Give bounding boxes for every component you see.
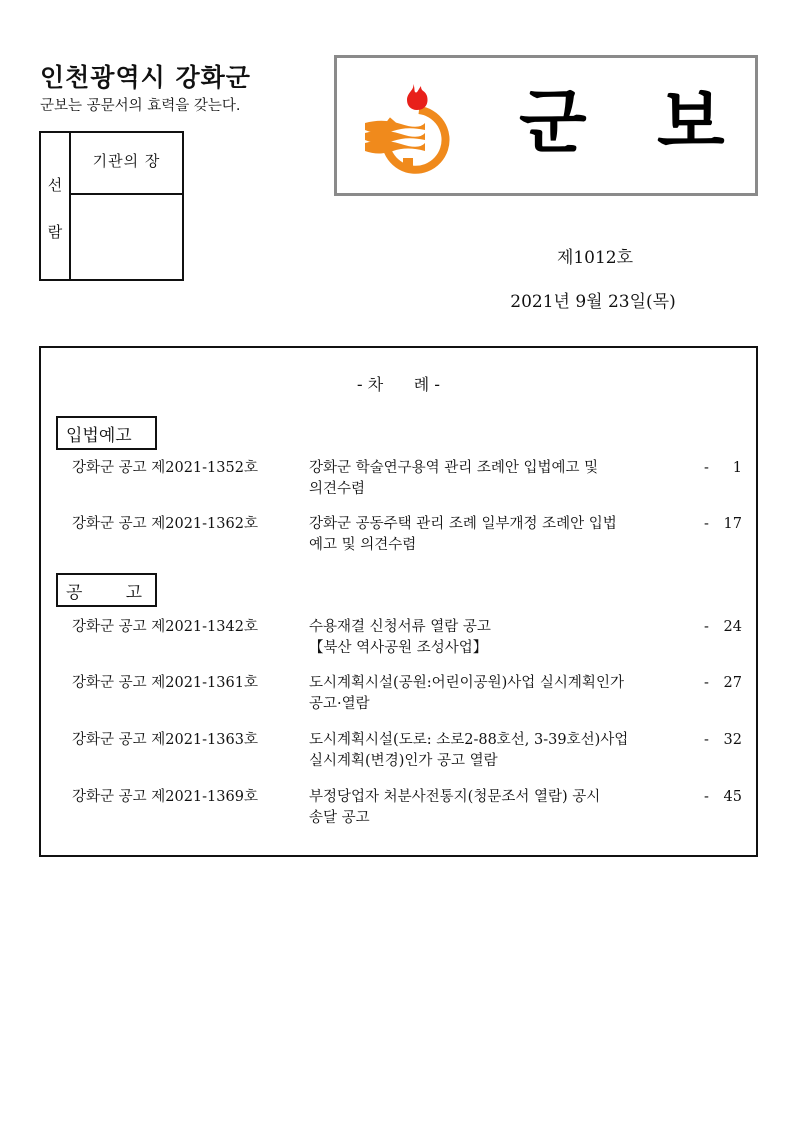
masthead-title-char-2: 보: [657, 81, 725, 163]
circulation-right-column: [71, 133, 182, 279]
toc-entry-notice-number: 강화군 공고 제2021-1342호: [72, 619, 258, 635]
issue-number: 제1012호: [556, 248, 634, 268]
toc-entry-page: 45: [723, 789, 742, 805]
circulation-head-label: 기관의 장: [71, 133, 182, 195]
toc-entry-title-line: 부정당업자 처분사전통지(청문조서 열람) 공시: [309, 789, 601, 805]
issue-date: 2021년 9월 23일(목): [510, 292, 676, 312]
toc-entry-page: 17: [723, 516, 742, 532]
toc-entry-title-line: 공고·열람: [309, 696, 370, 712]
toc-entry-title: [309, 730, 701, 772]
section-label-legislative-notice: 입법예고: [56, 416, 157, 450]
toc-entry-page: 27: [723, 675, 742, 691]
toc-entry-page: 32: [723, 732, 742, 748]
toc-entry-title-line: 수용재결 신청서류 열람 공고: [309, 619, 491, 635]
circulation-side-label-bottom: 람: [47, 223, 63, 241]
toc-entry-notice-number: 강화군 공고 제2021-1361호: [72, 675, 258, 691]
toc-entry-leader: -: [704, 619, 709, 635]
toc-entry-page: 1: [732, 460, 742, 476]
section-label-public-notice: 공 고: [56, 573, 157, 607]
toc-entry-leader: -: [704, 732, 709, 748]
table-of-contents: [39, 346, 758, 857]
toc-entry-title-line: 실시계획(변경)인가 공고 열람: [309, 753, 498, 769]
toc-entry-leader: -: [704, 789, 709, 805]
circulation-box: [39, 131, 184, 281]
toc-entry-title-line: 도시계획시설(도로: 소로2-88호선, 3-39호선)사업: [309, 732, 629, 748]
toc-entry-title-line: 송달 공고: [309, 810, 370, 826]
toc-entry-leader: -: [704, 675, 709, 691]
toc-entry-title: [309, 458, 701, 500]
gangwha-county-emblem-icon: [363, 80, 453, 175]
toc-entry-notice-number: 강화군 공고 제2021-1369호: [72, 789, 258, 805]
circulation-side-label-top: 선: [47, 176, 63, 194]
toc-entry-notice-number: 강화군 공고 제2021-1362호: [72, 516, 258, 532]
toc-entry-title-line: 예고 및 의견수렴: [309, 537, 417, 553]
circulation-sign-area: [71, 195, 182, 279]
toc-entry-leader: -: [704, 460, 709, 476]
toc-entry-title-line: 【북산 역사공원 조성사업】: [309, 640, 488, 656]
toc-entry-title: [309, 514, 701, 556]
toc-entry-leader: -: [704, 516, 709, 532]
issuer-subtitle: 군보는 공문서의 효력을 갖는다.: [40, 98, 241, 114]
toc-title: - 차 례 -: [356, 375, 441, 394]
toc-entry-title-line: 도시계획시설(공원:어린이공원)사업 실시계획인가: [309, 675, 624, 691]
toc-entry-title: [309, 673, 701, 715]
toc-entry-title: [309, 787, 701, 829]
toc-entry-notice-number: 강화군 공고 제2021-1363호: [72, 732, 258, 748]
masthead: [334, 55, 758, 196]
toc-entry-title: [309, 617, 701, 659]
toc-entry-page: 24: [723, 619, 742, 635]
toc-entry-title-line: 강화군 학술연구용역 관리 조례안 입법예고 및: [309, 460, 599, 476]
toc-entry-title-line: 강화군 공동주택 관리 조례 일부개정 조례안 입법: [309, 516, 617, 532]
masthead-title-char-1: 군: [519, 81, 587, 163]
toc-entry-notice-number: 강화군 공고 제2021-1352호: [72, 460, 258, 476]
toc-entry-title-line: 의견수렴: [309, 481, 366, 497]
circulation-side-label: [41, 133, 71, 279]
issuer-title: 인천광역시 강화군: [40, 63, 251, 92]
